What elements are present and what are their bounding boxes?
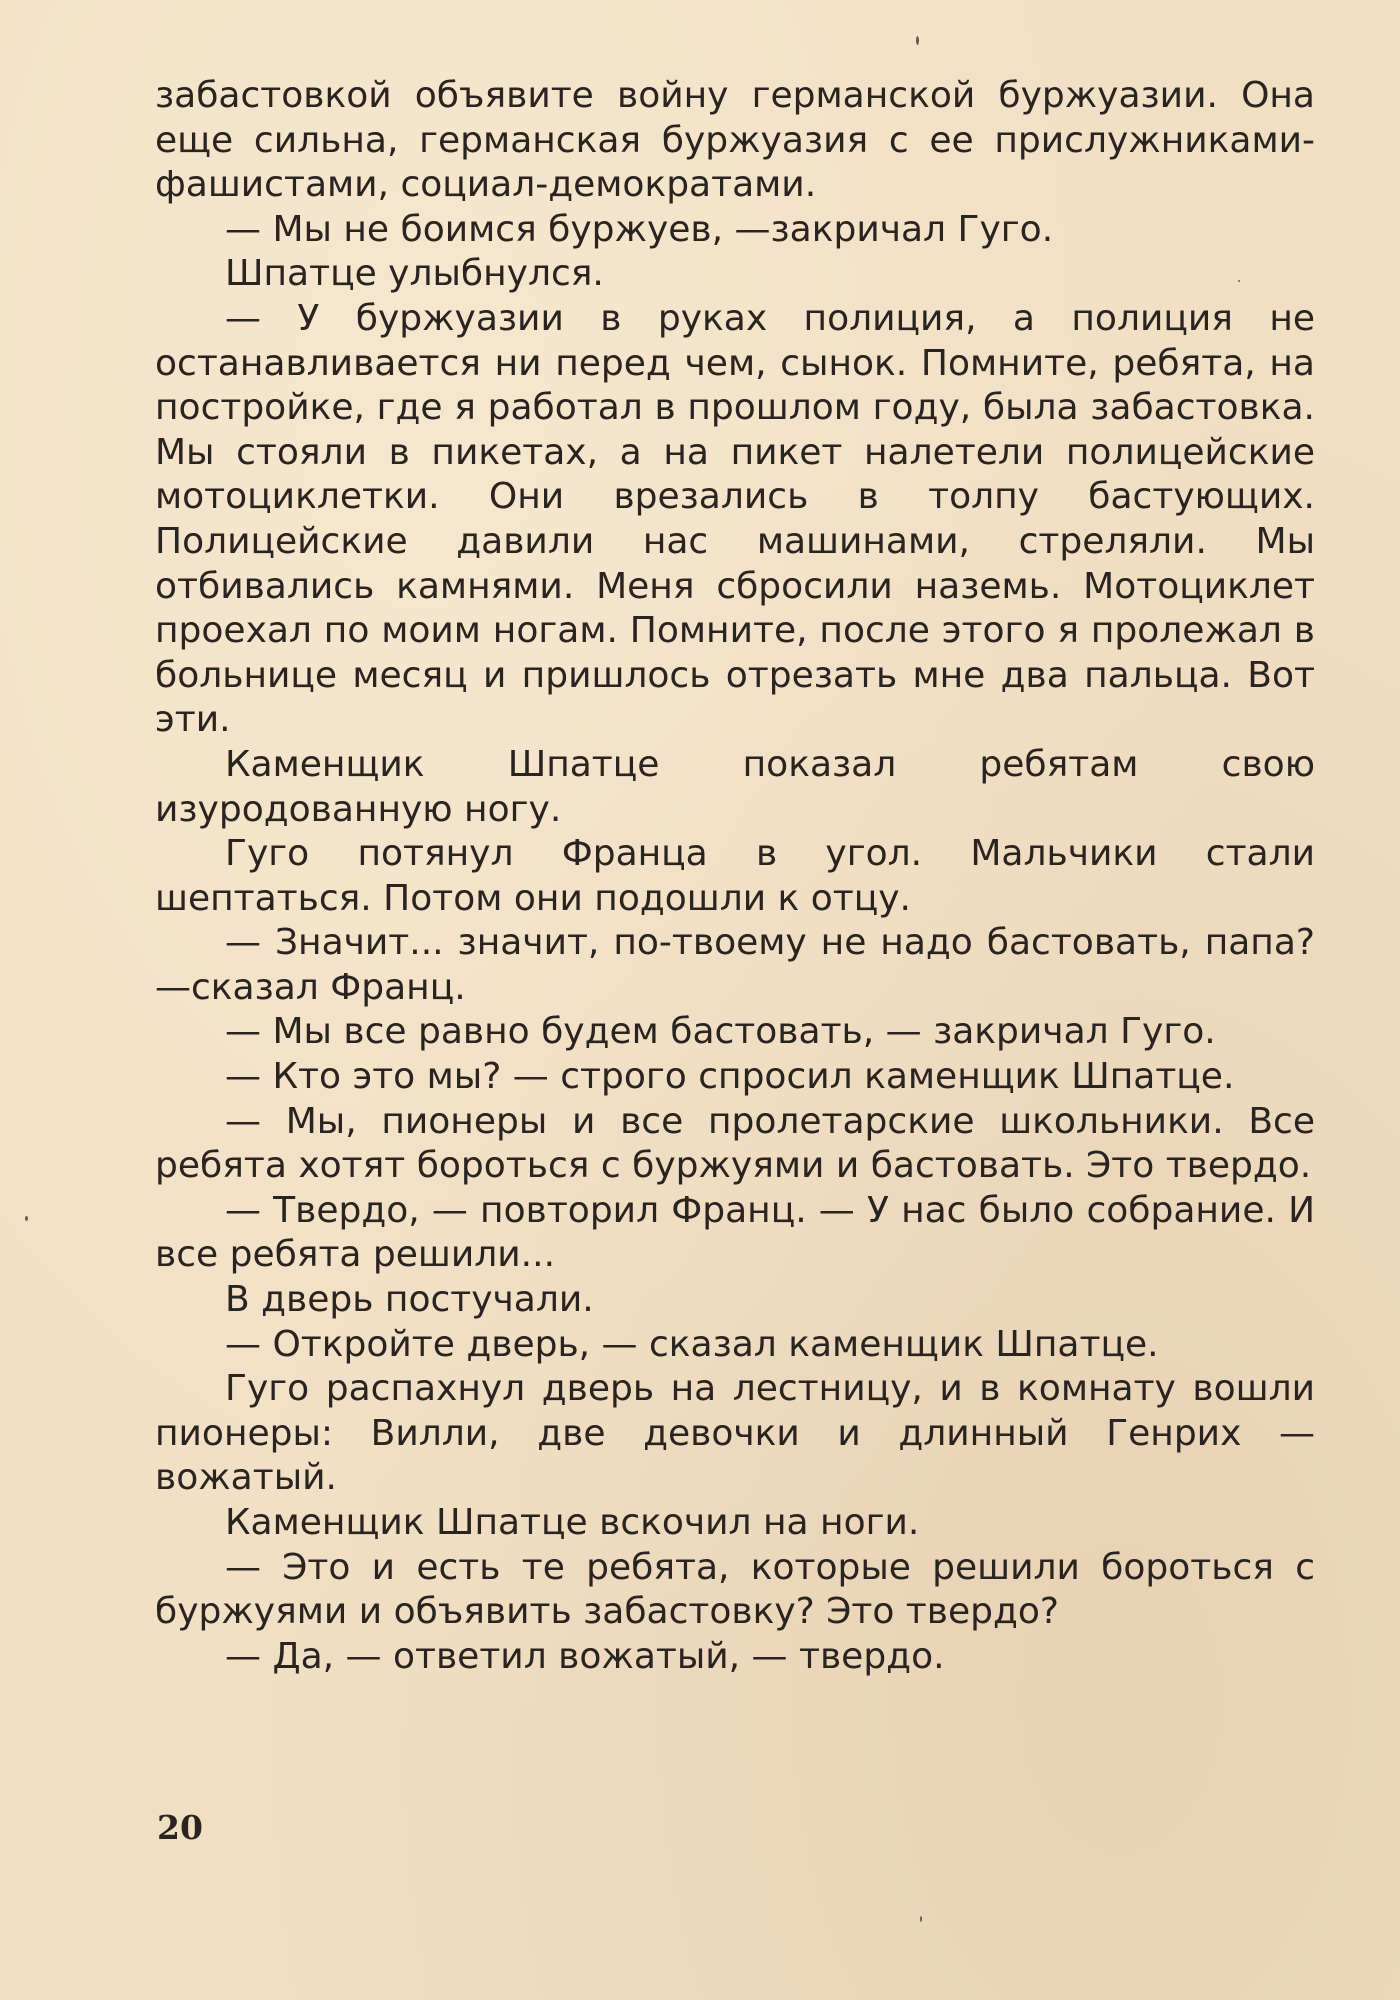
paper-speck [25,1216,28,1221]
paragraph-14: Гуго распахнул дверь на лестницу, и в комнату вошли пионеры: Вилли, две девочки и длинный Генрих — вожатый. [155,1368,1315,1499]
paragraph-15: Каменщик Шпатце вскочил на ноги. [225,1502,920,1543]
paragraph-1: забастовкой объявите войну германской буржуазии. Она еще сильна, германская буржуазия с ее прислужниками-фашистами, социал-демократами. [155,75,1315,206]
paragraph-6: Гуго потянул Франца в угол. Мальчики стали шептаться. Потом они подошли к отцу. [155,833,1315,919]
paragraph-8: — Мы все равно будем бастовать, — закричал Гуго. [225,1011,1216,1053]
paragraph-3: Шпатце улыбнулся. [225,253,604,295]
paragraph-5: Каменщик Шпатце показал ребятам свою изуродованную ногу. [155,743,1315,830]
paragraph-12: В дверь постучали. [225,1279,594,1321]
paragraph-16: — Это и есть те ребята, которые решили бороться с буржуями и объявить забастовку? Это твердо? [155,1546,1315,1633]
paper-speck [920,1916,922,1922]
paragraph-2: — Мы не боимся буржуев, —закричал Гуго. [225,208,1054,250]
paragraph-13: — Откройте дверь, — сказал каменщик Шпатце. [225,1323,1159,1365]
paragraph-11: — Твердо, — повторил Франц. — У нас было собрание. И все ребята решили... [155,1189,1315,1276]
paragraph-4: — У буржуазии в руках полиция, а полиция не останавливается ни перед чем, сынок. Помните, ребята, на постройке, где я работал в прошлом году, была забастовка. Мы стояли в пикетах, а на пикет налетели полицейские мотоциклетки. Они врезались в толпу бастующих. Полицейские давили нас машинами, стреляли. Мы отбивались камнями. Меня сбросили наземь. Мотоциклет проехал по моим ногам. Помните, после этого я пролежал в больнице месяц и пришлось отрезать мне два пальца. Вот эти. [155,297,1315,741]
paper-speck [916,36,919,45]
paper-speck [1238,280,1240,282]
paragraph-10: — Мы, пионеры и все пролетарские школьники. Все ребята хотят бороться с буржуями и бастовать. Это твердо. [155,1100,1315,1187]
paragraph-9: — Кто это мы? — строго спросил каменщик Шпатце. [225,1056,1235,1098]
paragraph-17: — Да, — ответил вожатый, — твердо. [225,1635,945,1677]
paragraph-7: — Значит... значит, по-твоему не надо бастовать, папа?—сказал Франц. [155,922,1315,1008]
page-number: 20 [157,1808,203,1847]
page-text [155,74,1315,1679]
